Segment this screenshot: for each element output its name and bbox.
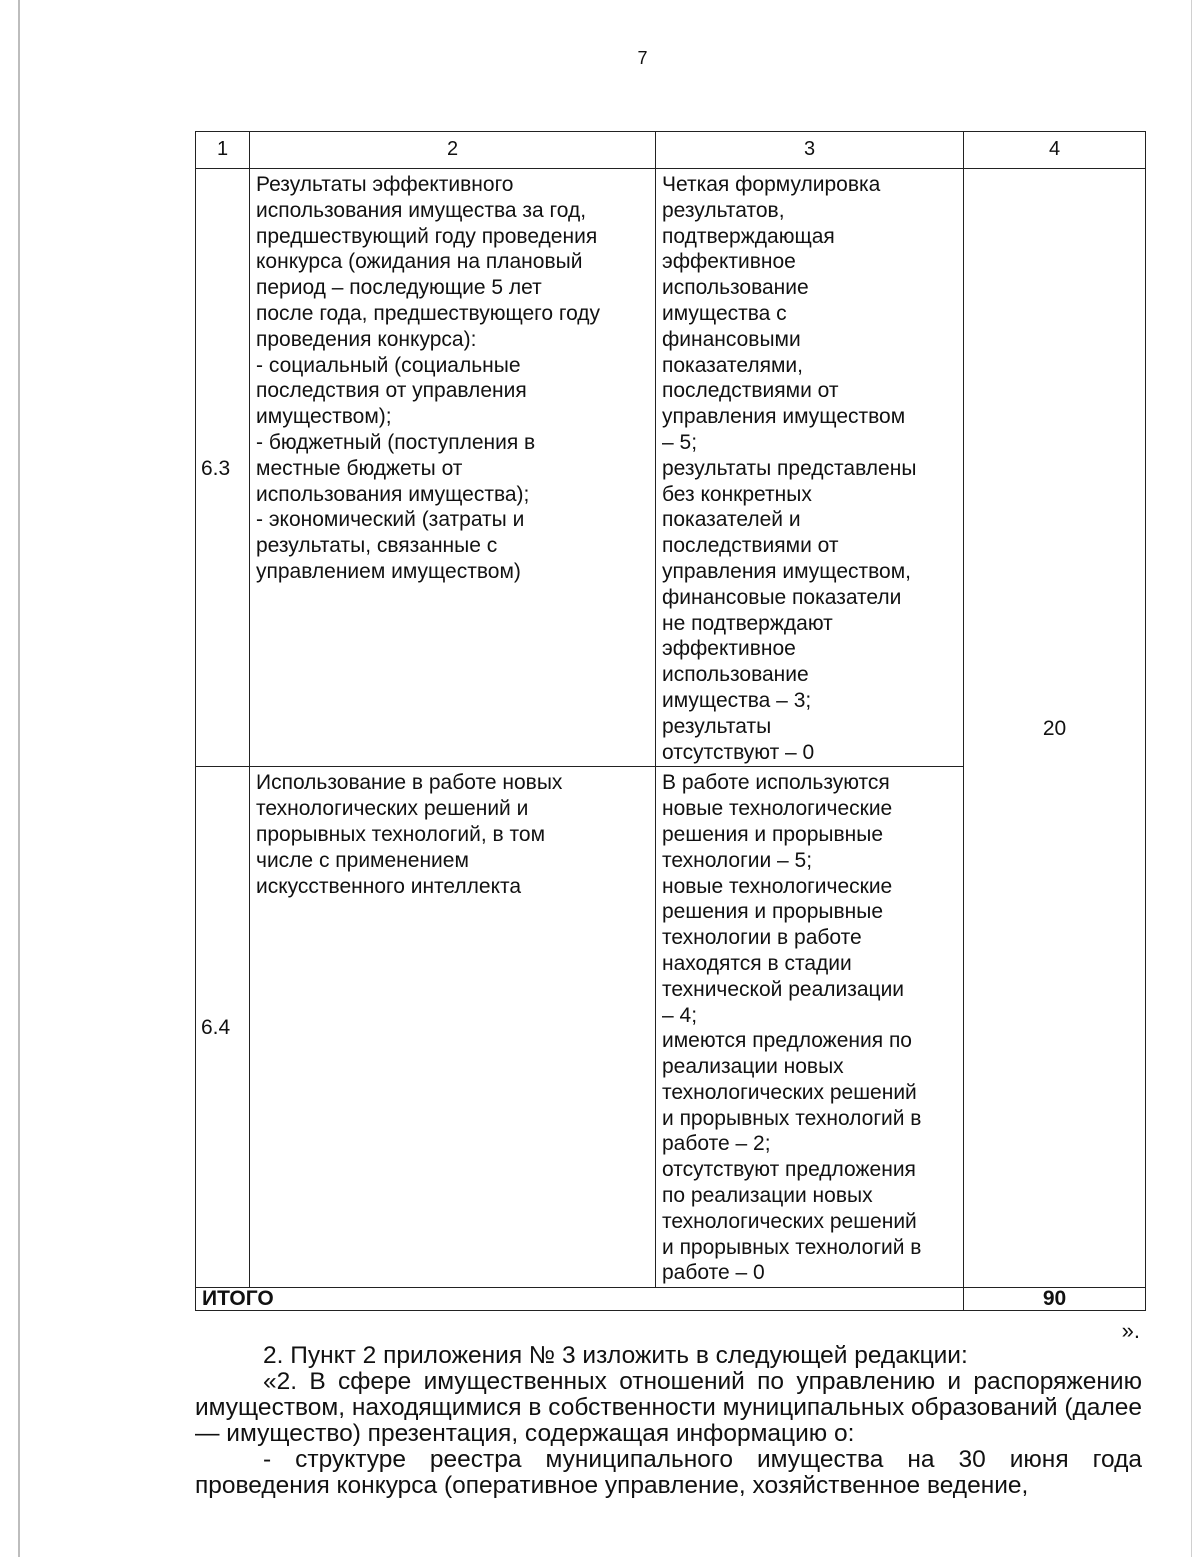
- total-value: 90: [964, 1288, 1146, 1311]
- paragraph: «2. В сфере имущественных отношений по управлению и распоряжению имуществом, находящимися в собственности муниципальных образований (далее — имущество) презентация, содержащая информацию о:: [195, 1368, 1142, 1447]
- paragraph: 2. Пункт 2 приложения № 3 изложить в следующей редакции:: [263, 1342, 968, 1369]
- evaluation-cell: Четкая формулировка результатов, подтверждающая эффективное использование имущества с финансовыми показателями, последствиями от управления имуществом – 5; результаты представлены без конкретных показателей и последствиями от управления имуществом, финансовые показатели не подтверждают эффективное использование имущества – 3; результаты отсутствуют – 0: [656, 169, 964, 767]
- body-text: [195, 1343, 1142, 1499]
- table-row: [196, 169, 1146, 767]
- criteria-table: [195, 131, 1146, 1311]
- total-label: ИТОГО: [196, 1288, 964, 1311]
- scan-edge-left: [18, 0, 20, 1557]
- row-number: 6.4: [196, 767, 250, 1288]
- criterion-cell: Результаты эффективного использования имущества за год, предшествующий году проведения конкурса (ожидания на плановый период – последующие 5 лет после года, предшествующего году проведения конкурса): - социальный (социальные последствия от управления имуществом); - бюджетный (поступления в местные бюджеты от использования имущества); - экономический (затраты и результаты, связанные с управлением имуществом): [250, 169, 656, 767]
- scan-edge-right: [1191, 0, 1192, 1557]
- paragraph: - структуре реестра муниципального имущества на 30 июня года проведения конкурса (оперативное управление, хозяйственное ведение,: [195, 1446, 1142, 1499]
- max-score-cell: 20: [964, 169, 1146, 1288]
- table-header-cell: 4: [964, 132, 1146, 169]
- table-header-cell: 1: [196, 132, 250, 169]
- row-number: 6.3: [196, 169, 250, 767]
- total-row: [196, 1288, 1146, 1311]
- evaluation-cell: В работе используются новые технологические решения и прорывные технологии – 5; новые технологические решения и прорывные технологии в работе находятся в стадии технической реализации – 4; имеются предложения по реализации новых технологических решений и прорывных технологий в работе – 2; отсутствуют предложения по реализации новых технологических решений и прорывных технологий в работе – 0: [656, 767, 964, 1288]
- table-header-cell: 2: [250, 132, 656, 169]
- closing-quote: ».: [1121, 1318, 1140, 1343]
- table-header-cell: 3: [656, 132, 964, 169]
- page-number: 7: [637, 48, 648, 68]
- criterion-cell: Использование в работе новых технологических решений и прорывных технологий, в том числе с применением искусственного интеллекта: [250, 767, 656, 1288]
- table-header-row: [196, 132, 1146, 169]
